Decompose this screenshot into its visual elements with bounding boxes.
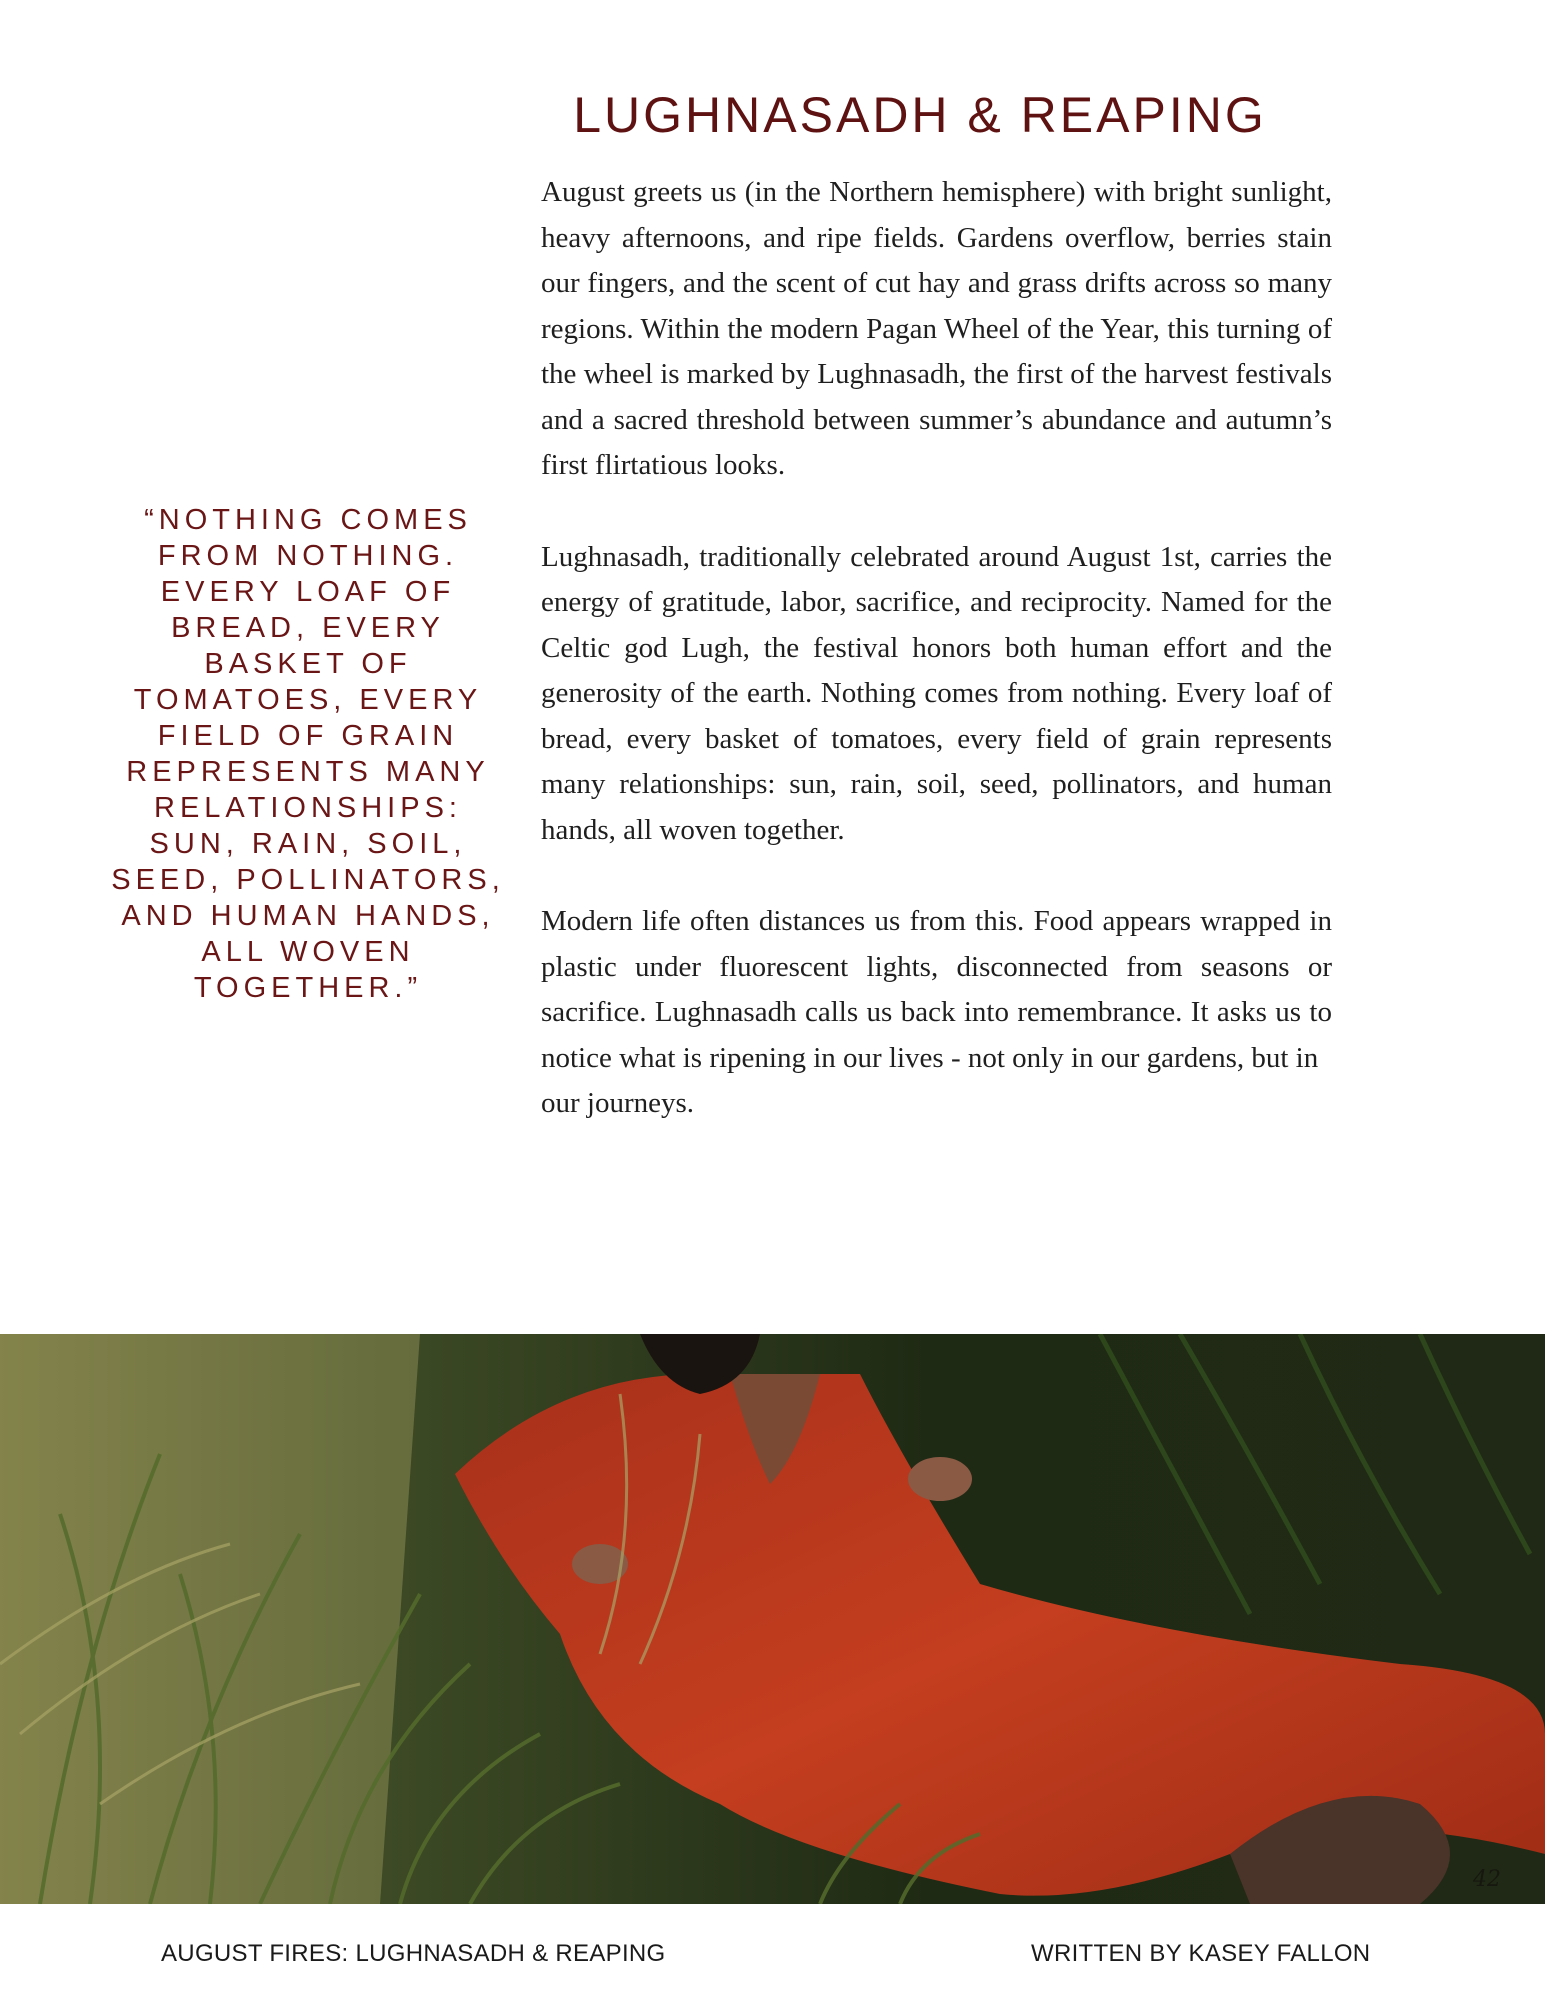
grass-field-photo-illustration [0,1334,1545,1904]
footer-author: WRITTEN BY KASEY FALLON [1031,1940,1371,1967]
hero-photo [0,1334,1545,1904]
footer-section-title: AUGUST FIRES: LUGHNASADH & REAPING [161,1940,666,1967]
paragraph-1: August greets us (in the Northern hemisphere) with bright sunlight, heavy afternoons, and ripe fields. Gardens overflow, berries stain our fingers, and the scent of cut hay and grass drifts across so many regions. Within the modern Pagan Wheel of the Year, this turning of the wheel is marked by Lughnasadh, the first of the harvest festivals and a sacred threshold between summer’s abundance and autumn’s first flirtatious looks. [541,176,1332,481]
paragraph-3-continued: our journeys. [541,1087,695,1119]
paragraph-2: Lughnasadh, traditionally celebrated around August 1st, carries the energy of gratitude, labor, sacrifice, and reciprocity. Named for the Celtic god Lugh, the festival honors both human effort and the generosity of the earth. Nothing comes from nothing. Every loaf of bread, every basket of tomatoes, every field of grain represents many relationships: sun, rain, soil, seed, pollinators, and human hands, all woven together. [541,540,1332,846]
article-body [541,170,1332,1173]
article-title: LUGHNASADH & REAPING [573,87,1267,143]
paragraph-3: Modern life often distances us from this. Food appears wrapped in plastic under fluorescent lights, disconnected from seasons or sacrifice. Lughnasadh calls us back into remembrance. It asks us to notice what is ripening in our lives - not only in our gardens, but in [541,905,1332,1074]
pull-quote: “NOTHING COMES FROM NOTHING. EVERY LOAF OF BREAD, EVERY BASKET OF TOMATOES, EVERY FIELD OF GRAIN REPRESENTS MANY RELATIONSHIPS: SUN, RAIN, SOIL, SEED, POLLINATORS, AND HUMAN HANDS, ALL WOVEN TOGETHER.” [111,504,505,1004]
page-number: 42 [1473,1867,1501,1892]
